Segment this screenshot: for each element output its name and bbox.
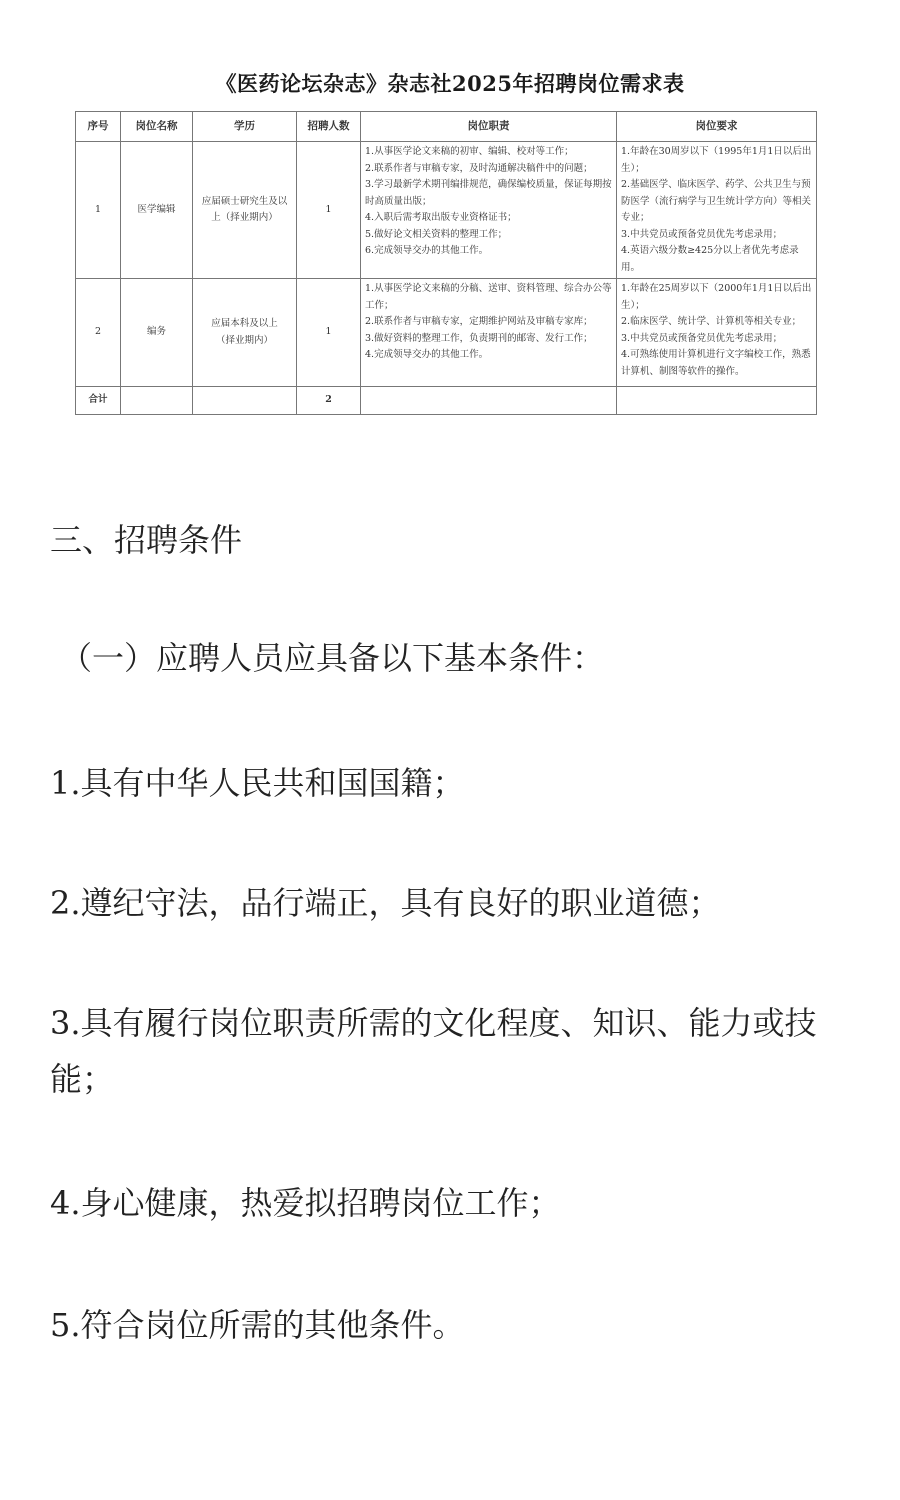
header-cell: 招聘人数 — [297, 112, 361, 142]
table-header-row — [76, 112, 817, 142]
requirement-item: 4.可熟练使用计算机进行文字编校工作，熟悉计算机、制图等软件的操作。 — [621, 349, 811, 377]
education-text: 应届硕士研究生及以上（择业期内） — [201, 195, 288, 223]
recruitment-table — [75, 111, 817, 415]
education-text: 应届本科及以上（择业期内） — [211, 318, 278, 346]
duties-cell — [361, 142, 617, 279]
duty-item: 2.联系作者与审稿专家，定期维护网站及审稿专家库； — [365, 316, 593, 327]
duty-item: 1.从事医学论文来稿的初审、编辑、校对等工作； — [365, 146, 574, 157]
section-heading: 三、招聘条件 — [50, 521, 243, 559]
requirement-item: 2.基础医学、临床医学、药学、公共卫生与预防医学（流行病学与卫生统计学方向）等相关专业； — [621, 179, 812, 223]
hire-count: 1 — [297, 279, 361, 387]
education — [193, 142, 297, 279]
total-count: 2 — [297, 387, 361, 415]
empty-cell — [193, 387, 297, 415]
position-name: 医学编辑 — [121, 142, 193, 279]
duty-item: 4.完成领导交办的其他工作。 — [365, 349, 489, 360]
requirements-cell — [617, 279, 817, 387]
requirement-item: 2.临床医学、统计学、计算机等相关专业； — [621, 316, 802, 327]
header-cell: 岗位职责 — [361, 112, 617, 142]
total-row — [76, 387, 817, 415]
condition-item: 4.身心健康，热爱拟招聘岗位工作； — [50, 1184, 561, 1222]
table-row — [76, 279, 817, 387]
requirement-item: 1.年龄在30周岁以下（1995年1月1日以后出生）； — [621, 146, 812, 174]
header-cell: 序号 — [76, 112, 121, 142]
condition-item: 5.符合岗位所需的其他条件。 — [50, 1306, 465, 1344]
requirement-item: 1.年龄在25周岁以下（2000年1月1日以后出生）； — [621, 283, 812, 311]
duty-item: 5.做好论文相关资料的整理工作； — [365, 228, 508, 240]
education — [193, 279, 297, 387]
empty-cell — [361, 387, 617, 415]
duty-item: 3.学习最新学术期刊编排规范，确保编校质量，保证每期按时高质量出版； — [365, 179, 612, 207]
duty-item: 2.联系作者与审稿专家，及时沟通解决稿件中的问题； — [365, 162, 593, 174]
sub-heading: （一）应聘人员应具备以下基本条件： — [60, 639, 605, 677]
position-name: 编务 — [121, 279, 193, 387]
condition-item: 3.具有履行岗位职责所需的文化程度、知识、能力或技能； — [50, 1004, 817, 1098]
header-cell: 岗位名称 — [121, 112, 193, 142]
condition-item: 1.具有中华人民共和国国籍； — [50, 764, 465, 802]
table-row — [76, 142, 817, 279]
header-cell: 岗位要求 — [617, 112, 817, 142]
hire-count: 1 — [297, 142, 361, 279]
empty-cell — [121, 387, 193, 415]
row-number: 2 — [76, 279, 121, 387]
header-cell: 学历 — [193, 112, 297, 142]
row-number: 1 — [76, 142, 121, 279]
table-title: 《医药论坛杂志》杂志社2025年招聘岗位需求表 — [215, 71, 685, 96]
requirement-item: 4.英语六级分数≥425分以上者优先考虑录用。 — [621, 245, 799, 273]
duty-item: 1.从事医学论文来稿的分稿、送审、资料管理、综合办公等工作； — [365, 283, 612, 311]
recruitment-table-image — [0, 0, 900, 440]
empty-cell — [617, 387, 817, 415]
duty-item: 6.完成领导交办的其他工作。 — [365, 245, 489, 256]
duty-item: 3.做好资料的整理工作，负责期刊的邮寄、发行工作； — [365, 332, 593, 344]
requirement-item: 3.中共党员或预备党员优先考虑录用； — [621, 228, 783, 240]
duties-cell — [361, 279, 617, 387]
condition-item: 2.遵纪守法，品行端正，具有良好的职业道德； — [50, 884, 721, 922]
requirements-cell — [617, 142, 817, 279]
total-label: 合计 — [76, 387, 121, 415]
requirement-item: 3.中共党员或预备党员优先考虑录用； — [621, 332, 783, 344]
duty-item: 4.入职后需考取出版专业资格证书； — [365, 212, 517, 223]
